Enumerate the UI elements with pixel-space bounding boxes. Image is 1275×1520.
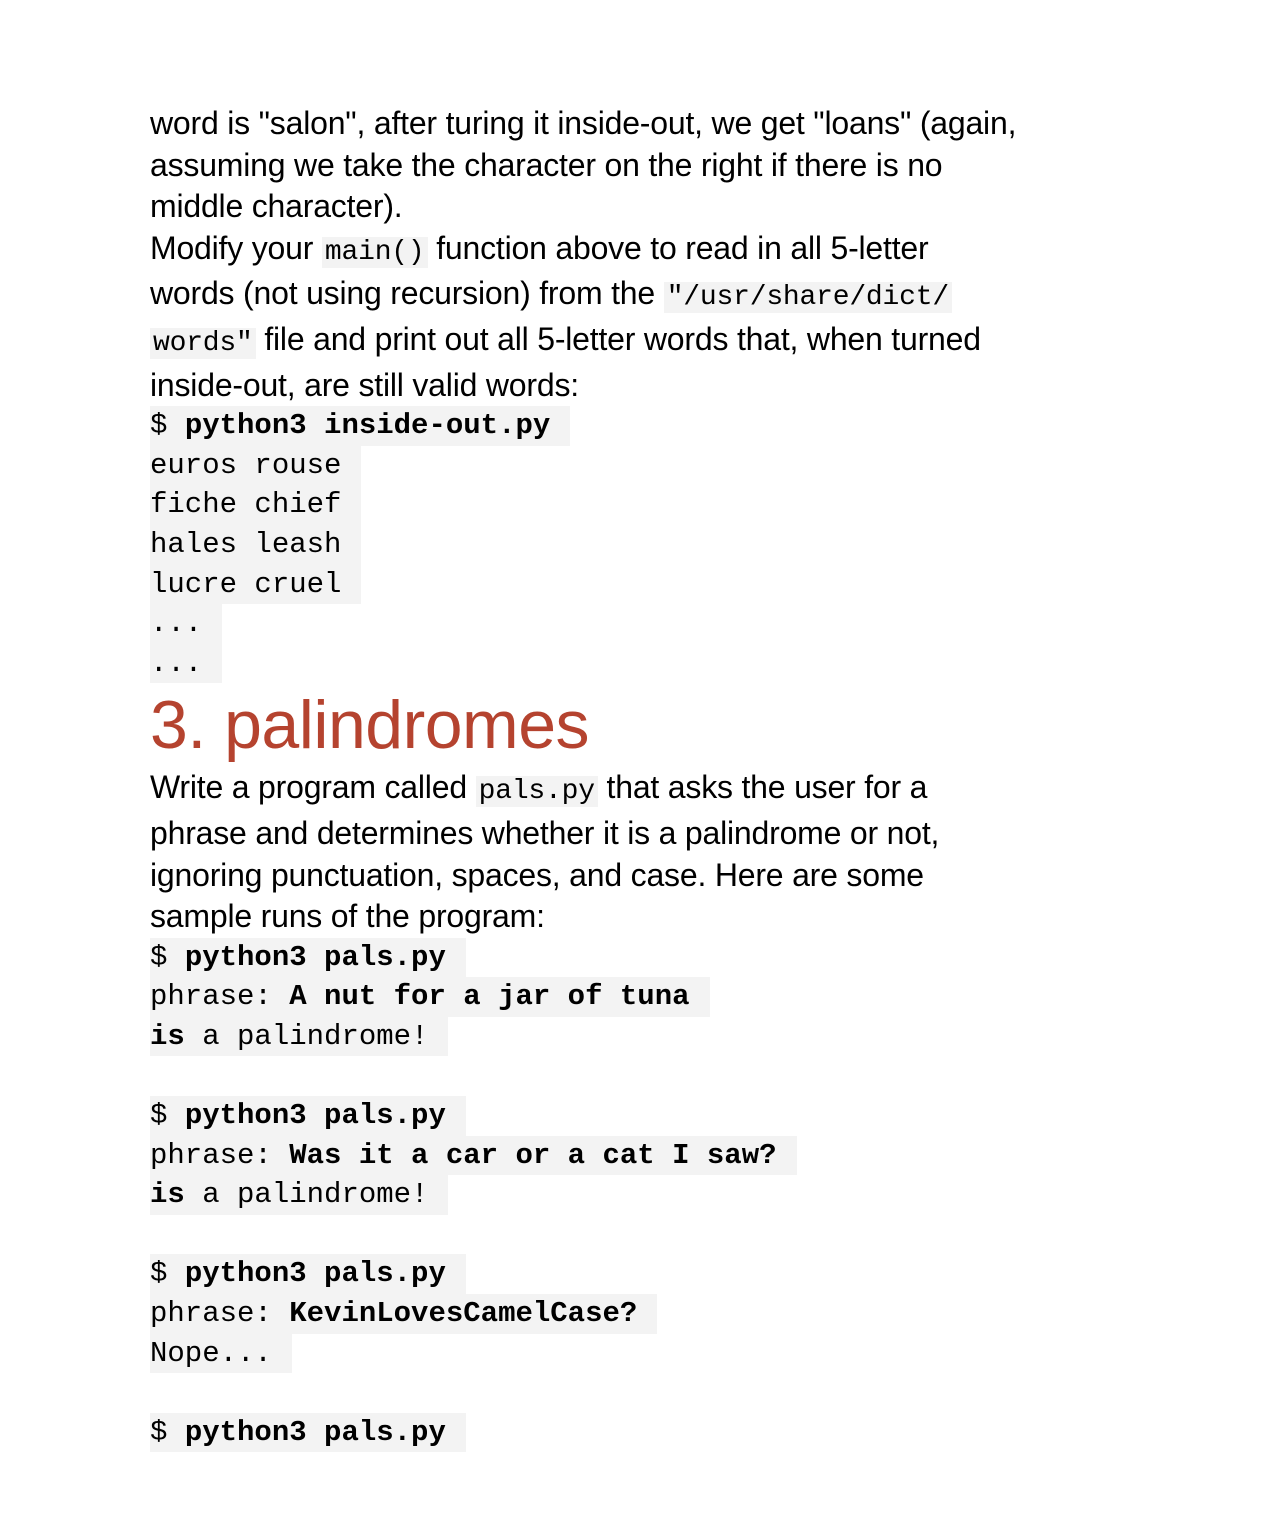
result-line [150,1334,1160,1374]
ellipsis-text: ... [150,646,203,680]
pals-desc-line-4: sample runs of the program: [150,898,545,935]
intro-line-3: middle character). [150,188,403,225]
blank-line [150,1373,1160,1413]
shell-prompt: $ [150,409,185,443]
phrase-input: Was it a car or a cat I saw? [271,1138,777,1172]
shell-command: python3 pals.py [184,1099,446,1133]
intro-paragraph [150,103,1160,406]
output-line [150,565,1160,605]
output-line [150,485,1160,525]
output-text: fiche chief [150,488,342,522]
result-rest: a palindrome! [184,1019,429,1053]
shell-command: python3 inside-out.py [184,409,551,443]
shell-prompt: $ [150,1257,185,1291]
pals-desc-line-3: ignoring punctuation, spaces, and case. Here are some [150,856,924,893]
intro-line-1: word is "salon", after turing it inside-out, we get "loans" (again, [150,105,1017,141]
command-line [150,406,1160,446]
phrase-label: phrase: [150,1138,272,1172]
shell-command: python3 pals.py [184,1257,446,1291]
phrase-label: phrase: [150,980,272,1014]
blank-line [150,1056,1160,1096]
shell-command: python3 pals.py [184,940,446,974]
phrase-input: A nut for a jar of tuna [271,980,690,1014]
pals-desc-line-2: phrase and determines whether it is a palindrome or not, [150,814,940,851]
result-plain: Nope... [150,1336,272,1370]
pals-description [150,767,1160,937]
modify-line-2-pre: words (not using recursion) from the [150,275,664,312]
shell-prompt: $ [150,1099,185,1133]
result-line [150,1175,1160,1215]
inline-code-dict-path-a: "/usr/share/dict/ [664,282,952,313]
modify-line-4: inside-out, are still valid words: [150,366,579,403]
pals-desc-post: that asks the user for a [597,769,928,806]
modify-text-pre: Modify your [150,229,322,266]
output-text: hales leash [150,527,342,561]
phrase-label: phrase: [150,1297,272,1331]
command-line [150,1254,1160,1294]
section-heading: 3. palindromes [150,687,590,764]
inline-code-dict-path-b: words" [150,328,256,359]
intro-line-2: assuming we take the character on the right if there is no [150,146,943,183]
document-page [150,103,1160,1452]
pals-desc-pre: Write a program called [150,769,476,806]
command-line [150,938,1160,978]
phrase-line [150,1294,1160,1334]
inline-code-pals: pals.py [476,776,598,807]
shell-prompt: $ [150,1415,185,1449]
result-bold: is [150,1019,185,1053]
output-line [150,446,1160,486]
output-text: lucre cruel [150,567,342,601]
command-line [150,1096,1160,1136]
command-line [150,1413,1160,1453]
output-line [150,525,1160,565]
ellipsis-line [150,644,1160,684]
result-rest: a palindrome! [184,1178,429,1212]
modify-text-mid: function above to read in all 5-letter [427,229,929,266]
phrase-line [150,1136,1160,1176]
result-line [150,1017,1160,1057]
shell-prompt: $ [150,940,185,974]
inside-out-sample-run [150,406,1160,683]
blank-line [150,1215,1160,1255]
phrase-line [150,977,1160,1017]
ellipsis-line [150,604,1160,644]
shell-command: python3 pals.py [184,1415,446,1449]
pals-sample-runs [150,938,1160,1453]
phrase-input: KevinLovesCamelCase? [271,1297,638,1331]
result-bold: is [150,1178,185,1212]
output-text: euros rouse [150,448,342,482]
inline-code-main: main() [322,237,428,268]
modify-line-3-post: file and print out all 5-letter words that, when turned [255,320,981,357]
ellipsis-text: ... [150,607,203,641]
